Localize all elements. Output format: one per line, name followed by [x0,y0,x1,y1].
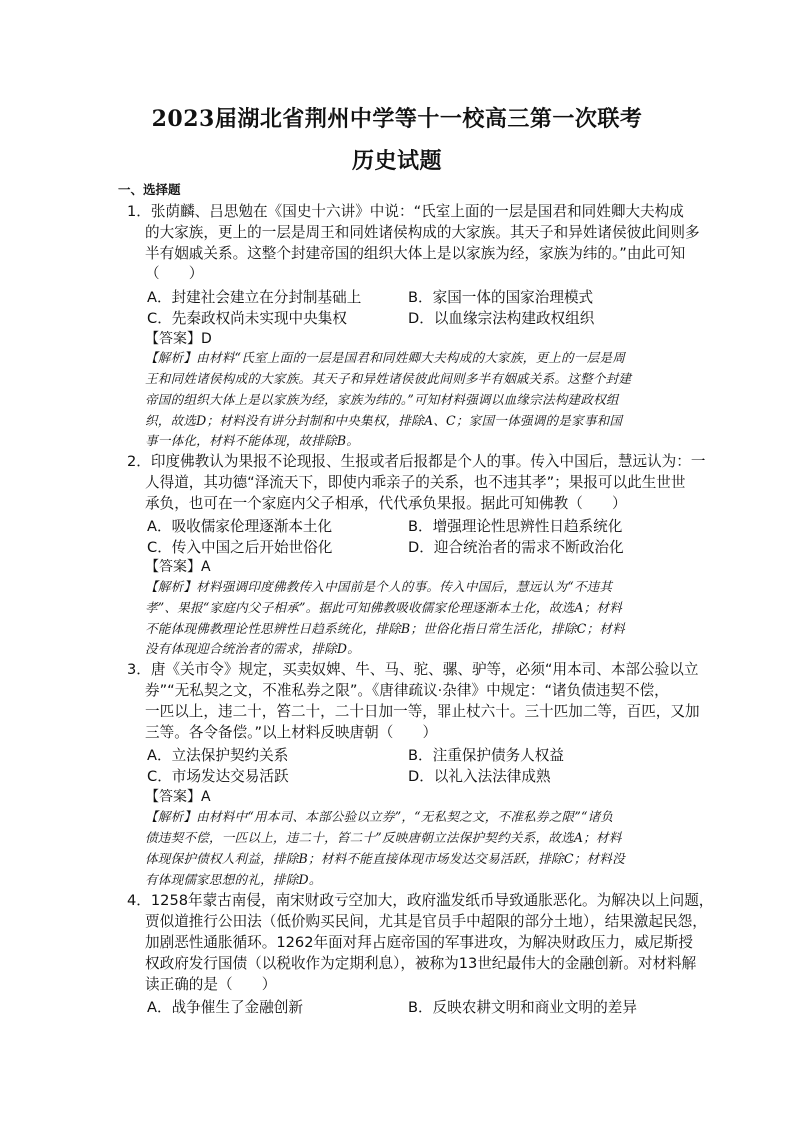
question-text-line: （ ） [145,265,204,282]
section-heading: 一、选择题 [118,182,181,197]
explanation-line: 【解析】由材料中“用本司、本部公验以立券”，“无私契之文，不准私券之限”“诸负 [145,809,614,824]
option-b: B．增强理论性思辨性日趋系统化 [408,518,623,535]
question-text-line: 承负，也可在一个家庭内父子相承，代代承负果报。据此可知佛教（ ） [145,495,627,512]
question-text-line: 3．唐《关市令》规定，买卖奴婢、牛、马、驼、骡、驴等，必须“用本司、本部公验以立 [127,661,699,678]
answer: 【答案】A [145,789,211,805]
question-text-line: 券”“无私契之文，不准私券之限”。《唐律疏议·杂律》中规定：“诸负债违契不偿， [145,682,669,699]
question-text-line: 半有姻戚关系。这整个封建帝国的组织大体上是以家族为经，家族为纬的。”由此可知 [145,245,686,262]
explanation-line: 债违契不偿，一匹以上，违二十，笞二十”反映唐朝立法保护契约关系，故选A；材料 [145,830,622,845]
option-a: A．封建社会建立在分封制基础上 [147,289,362,306]
option-d: D．以礼入法法律成熟 [408,768,551,785]
question-text-line: 2．印度佛教认为果报不论现报、生报或者后报都是个人的事。传入中国后，慧远认为：一 [127,453,706,470]
explanation-line: 没有体现迎合统治者的需求，排除D。 [145,641,360,656]
option-a: A．战争催生了金融创新 [147,999,303,1016]
question-text-line: 加剧恶性通胀循环。1262年面对拜占庭帝国的军事进攻，为解决财政压力，威尼斯授 [145,934,693,951]
question-text-line: 三等。各令备偿。”以上材料反映唐朝（ ） [145,724,438,741]
explanation-line: 帝国的组织大体上是以家族为经，家族为纬的。”可知材料强调以血缘宗法构建政权组 [145,392,619,407]
question-text-line: 权政府发行国债（以税收作为定期利息），被称为13世纪最伟大的金融创新。对材料解 [145,955,697,972]
question-text-line: 一匹以上，违二十，笞二十，二十日加一等，罪止杖六十。三十匹加二等，百匹，又加 [145,703,700,720]
answer: 【答案】A [145,559,211,575]
option-a: A．立法保护契约关系 [147,747,289,764]
question-text-line: 贾似道推行公田法（低价购买民间，尤其是官员手中超限的部分土地），结果激起民怨， [145,913,707,930]
question-text-line: 4．1258年蒙古南侵，南宋财政亏空加大，政府滥发纸币导致通胀恶化。为解决以上问题， [127,892,714,909]
explanation-line: 【解析】材料强调印度佛教传入中国前是个人的事。传入中国后，慧远认为“不违其 [145,579,613,594]
option-b: B．家国一体的国家治理模式 [408,289,594,306]
option-b: B．注重保护债务人权益 [408,747,564,764]
question-text-line: 人得道，其功德“泽流天下，即使内乖亲子的关系，也不违其孝”；果报可以此生世世 [145,474,686,491]
question-text-line: 的大家族，更上的一层是周王和同姓诸侯构成的大家族。其天子和异姓诸侯彼此间则多 [145,224,700,241]
option-d: D．迎合统治者的需求不断政治化 [408,539,624,556]
explanation-line: 孝”、果报“家庭内父子相承”。据此可知佛教吸收儒家伦理逐渐本土化，故选A；材料 [145,600,622,615]
exam-subtitle: 历史试题 [351,148,442,174]
option-c: C．市场发达交易活跃 [147,768,289,785]
explanation-line: 有体现儒家思想的礼，排除D。 [145,872,322,887]
answer: 【答案】D [145,331,212,347]
exam-title: 2023届湖北省荆州中学等十一校高三第一次联考 [151,106,643,132]
question-text-line: 读正确的是（ ） [145,976,277,993]
option-c: C．先秦政权尚未实现中央集权 [147,310,347,327]
explanation-line: 事一体化，材料不能体现，故排除B。 [145,433,360,448]
explanation-line: 【解析】由材料“氏室上面的一层是国君和同姓卿大夫构成的大家族，更上的一层是周 [145,350,626,365]
explanation-line: 体现保护债权人利益，排除B；材料不能直接体现市场发达交易活跃，排除C；材料没 [145,851,625,866]
option-b: B．反映农耕文明和商业文明的差异 [408,999,637,1016]
explanation-line: 织，故选D；材料没有讲分封制和中央集权，排除A、C；家国一体强调的是家事和国 [145,413,623,428]
option-a: A．吸收儒家伦理逐渐本土化 [147,518,333,535]
question-text-line: 1．张荫麟、吕思勉在《国史十六讲》中说：“氏室上面的一层是国君和同姓卿大夫构成 [127,203,684,220]
explanation-line: 王和同姓诸侯构成的大家族。其天子和异姓诸侯彼此间则多半有姻戚关系。这整个封建 [145,371,632,386]
option-c: C．传入中国之后开始世俗化 [147,539,333,556]
explanation-line: 不能体现佛教理论性思辨性日趋系统化，排除B；世俗化指日常生活化，排除C；材料 [145,621,625,636]
option-d: D．以血缘宗法构建政权组织 [408,310,595,327]
